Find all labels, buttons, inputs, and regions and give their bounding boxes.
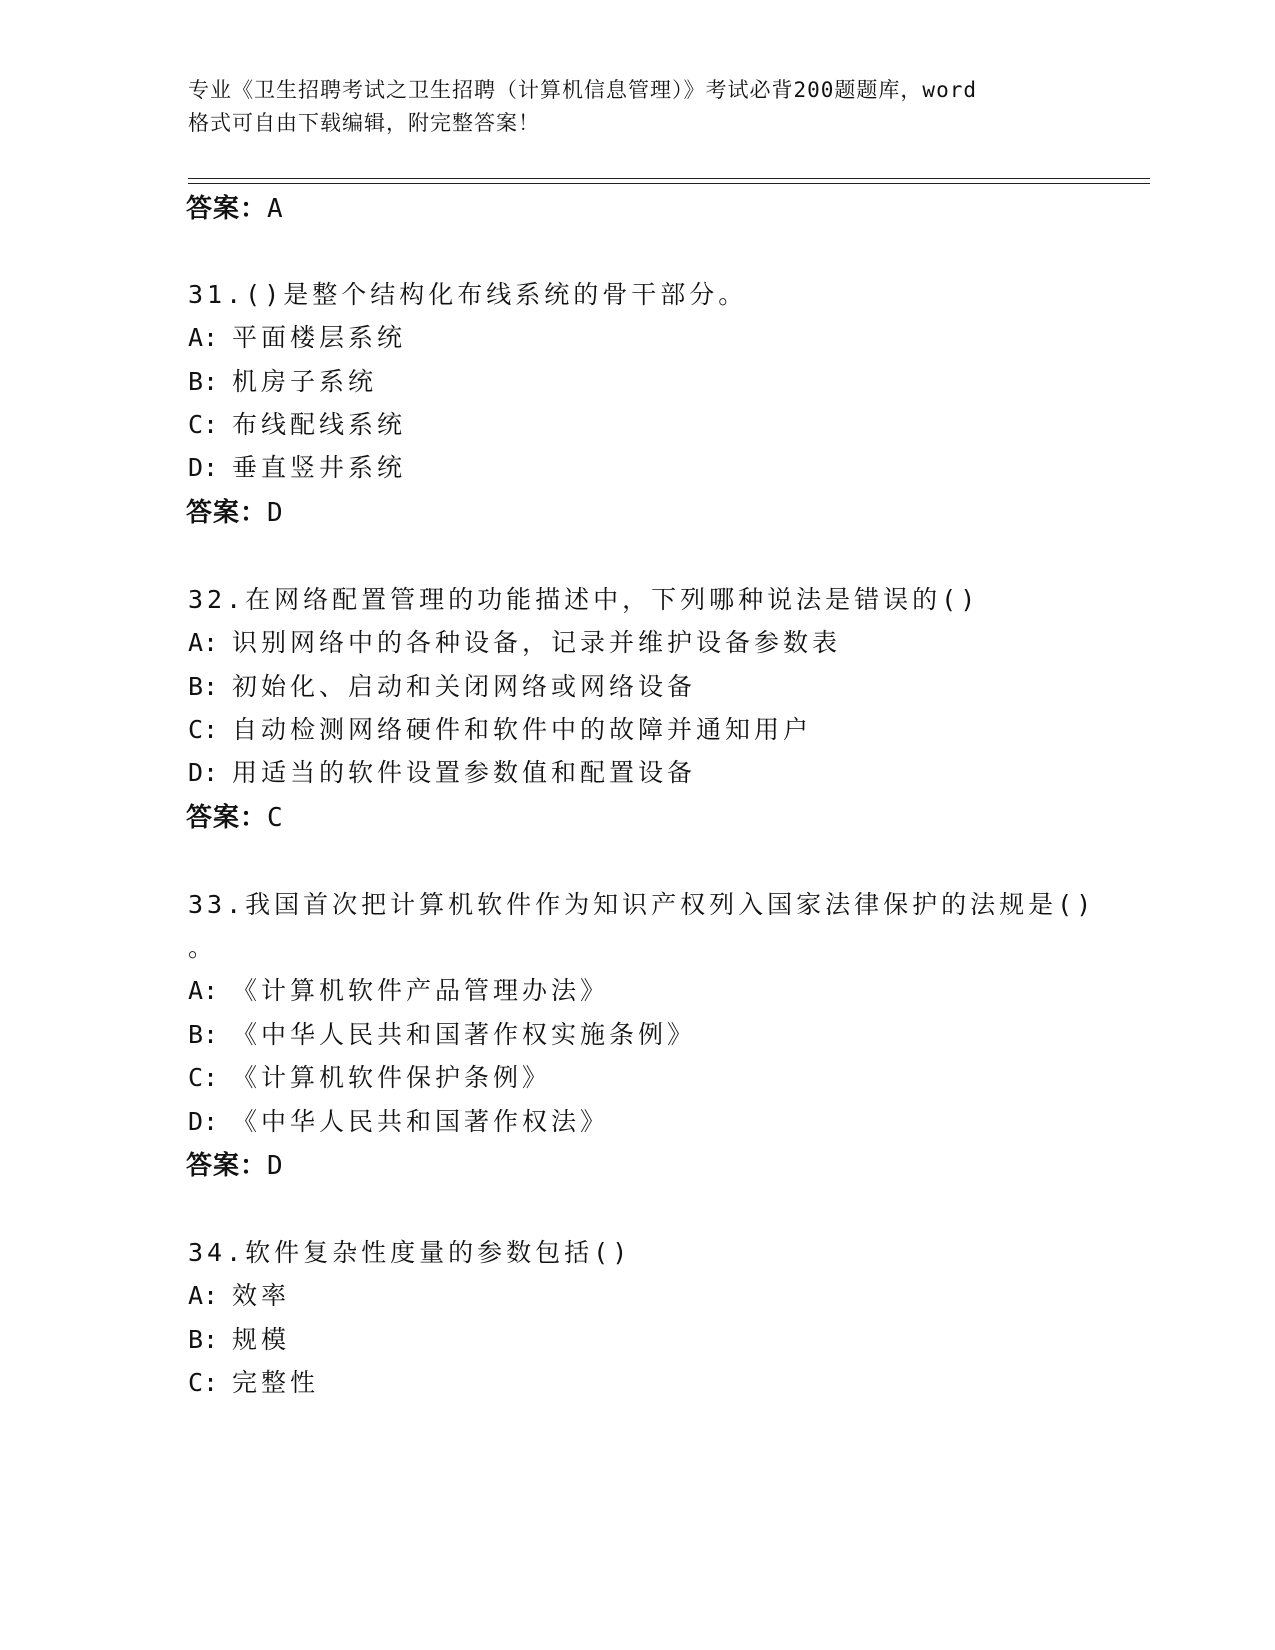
option-33-a: A: 《计算机软件产品管理办法》 (188, 976, 610, 1005)
question-stem-32: 32.在网络配置管理的功能描述中，下列哪种说法是错误的() (188, 585, 980, 614)
header-line-1: 专业《卫生招聘考试之卫生招聘（计算机信息管理）》考试必背200题题库，word (188, 78, 977, 102)
option-32-a: A: 识别网络中的各种设备，记录并维护设备参数表 (188, 628, 842, 657)
option-31-c: C: 布线配线系统 (188, 410, 407, 439)
option-34-b: B: 规模 (188, 1325, 291, 1354)
option-31-a: A: 平面楼层系统 (188, 323, 407, 352)
option-34-c: C: 完整性 (188, 1368, 320, 1397)
option-32-d: D: 用适当的软件设置参数值和配置设备 (188, 758, 697, 787)
question-stem-31: 31.()是整个结构化布线系统的骨干部分。 (188, 280, 748, 309)
document-header (188, 74, 1088, 140)
option-32-c: C: 自动检测网络硬件和软件中的故障并通知用户 (188, 715, 813, 744)
answer-line-32: 答案：C (186, 803, 284, 833)
option-32-b: B: 初始化、启动和关闭网络或网络设备 (188, 672, 697, 701)
answer-line-33: 答案：D (186, 1151, 284, 1181)
option-33-b: B: 《中华人民共和国著作权实施条例》 (188, 1020, 697, 1049)
header-divider-bottom (188, 183, 1150, 184)
question-stem-33: 33.我国首次把计算机软件作为知识产权列入国家法律保护的法规是() (188, 890, 1096, 919)
option-33-c: C: 《计算机软件保护条例》 (188, 1063, 552, 1092)
answer-line-prev (186, 188, 284, 225)
question-stem-33-cont: 。 (188, 933, 218, 962)
answer-line-31: 答案：D (186, 498, 284, 528)
option-31-b: B: 机房子系统 (188, 367, 378, 396)
option-31-d: D: 垂直竖井系统 (188, 453, 407, 482)
answer-value: A (267, 194, 284, 224)
header-line-2: 格式可自由下载编辑，附完整答案！ (188, 111, 540, 135)
answer-label: 答案： (186, 194, 268, 224)
header-divider-top (188, 178, 1150, 179)
option-34-a: A: 效率 (188, 1281, 291, 1310)
question-stem-34: 34.软件复杂性度量的参数包括() (188, 1238, 632, 1267)
option-33-d: D: 《中华人民共和国著作权法》 (188, 1107, 610, 1136)
